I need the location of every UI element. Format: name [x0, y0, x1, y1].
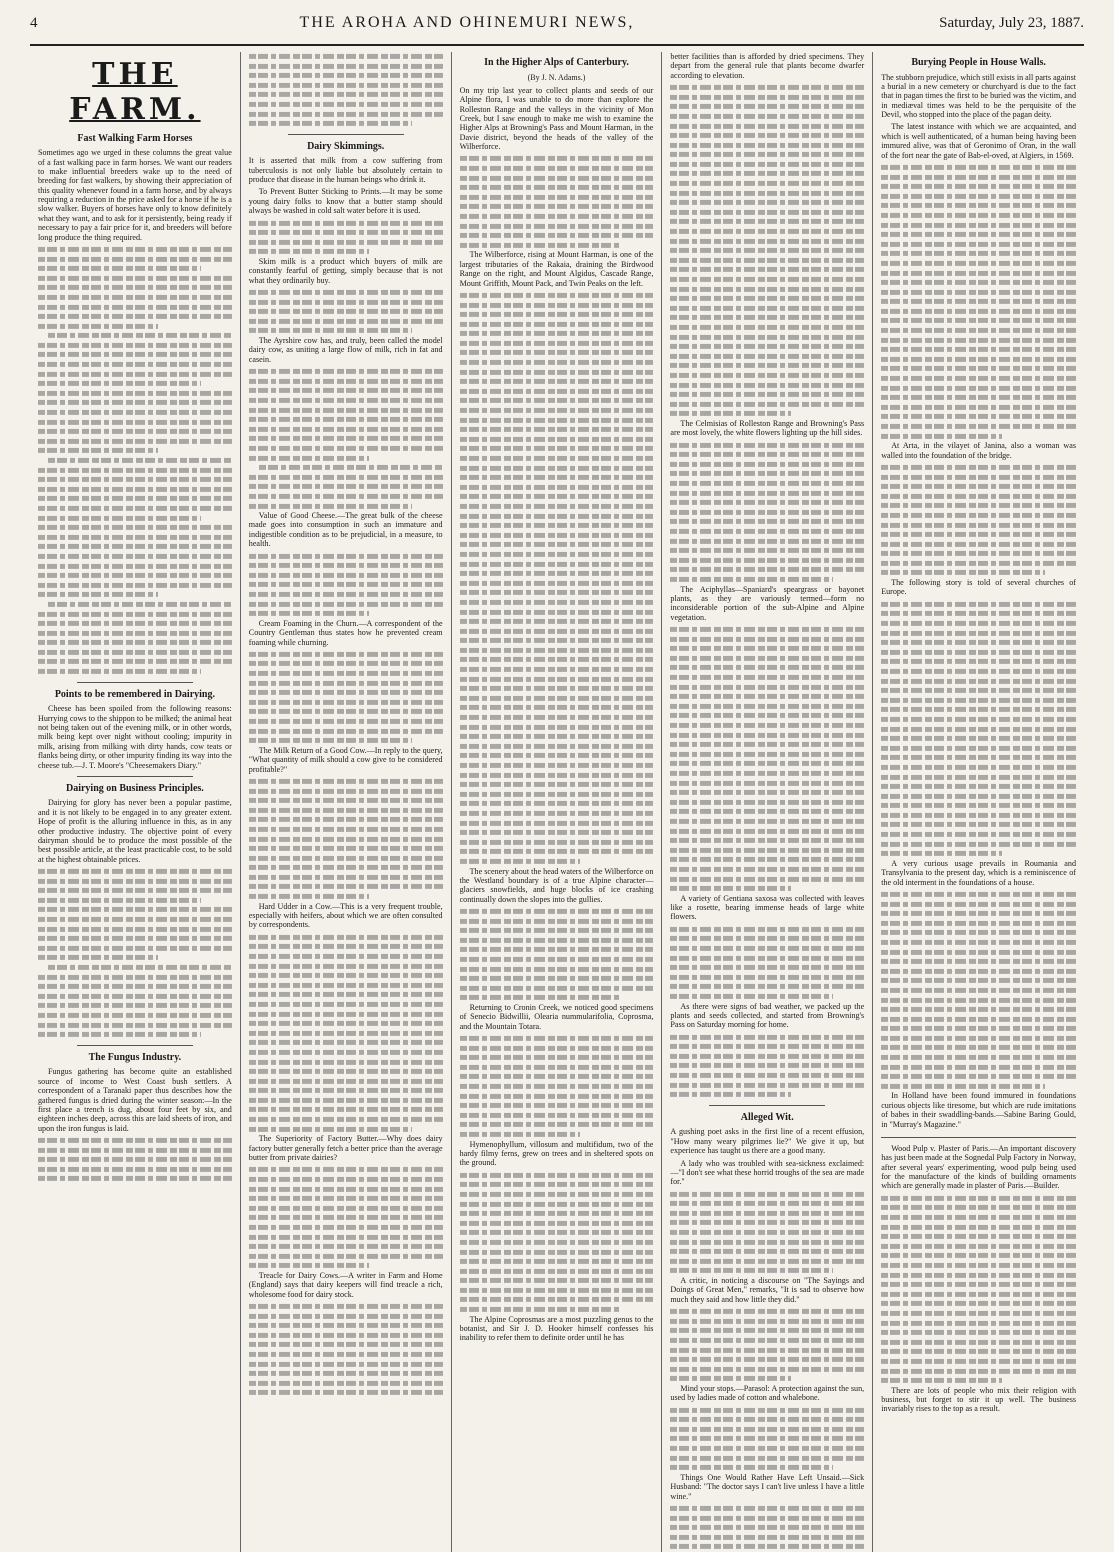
article-continuation	[670, 83, 864, 418]
article-paragraph: The Ayrshire cow has, and truly, been called the model dairy cow, as uniting a large flow of milk, rich in fat and casein.	[248, 336, 443, 364]
article-heading: Points to be remembered in Dairying.	[54, 688, 215, 700]
article-paragraph: Cheese has been spoiled from the following reasons: Hurrying cows to the shippon to be milked; the animal heat not being taken out of the evening milk, or in other words, milk being kept over night without cooling; impurity in milk, arising from milking with dirty hands, cow teats or flanks being dirty, or other impurity finding its way into the cheese tub.—J. T. Moore's "Cheesemakers Diary."	[38, 704, 232, 770]
article-columns	[30, 52, 1084, 1501]
article-paragraph: A very curious usage prevails in Roumania and Transylvania to the present day, which is a reminiscence of the old interment in the foundations of a house.	[881, 858, 1076, 887]
article-continuation	[249, 288, 443, 335]
article-paragraph: Cream Foaming in the Churn.—A correspondent of the Country Gentleman thus states how he prevented cream foaming while churning.	[248, 618, 443, 647]
article-paragraph: The Wilberforce, rising at Mount Harman, is one of the largest tributaries of the Rakaia, draining the Birdwood Range on the right, and Mount Algidus, Cascade Range, Mount Griffith, Mount Pack, and Twin Peaks on the left.	[459, 250, 654, 288]
article-paragraph: At Arta, in the vilayet of Janina, also a woman was walled into the foundation of the bridge.	[881, 441, 1076, 460]
article-paragraph: The Milk Return of a Good Cow.—In reply to the query, "What quantity of milk should a cow give to be considered profitable?"	[248, 745, 443, 774]
article-continuation	[670, 1033, 864, 1099]
article-continuation	[460, 1171, 654, 1314]
article-paragraph: better facilities than is afforded by dried specimens. They depart from the general rule that plants become dwarfer according to elevation.	[670, 52, 865, 80]
article-byline: (By J. N. Adams.)	[527, 72, 586, 82]
section-divider	[77, 776, 193, 777]
article-paragraph: Things One Would Rather Have Left Unsaid.—Sick Husband: "The doctor says I can't live unless I have a little wine."	[670, 1472, 865, 1501]
article-paragraph: Hymenophyllum, villosum and multifidum, two of the hardy filmy ferns, grew on trees and in sheltered spots on the ground.	[459, 1139, 654, 1168]
article-paragraph: The stubborn prejudice, which still exists in all parts against a burial in a new cemetery or churchyard is due to the fact that in pagan times the first to be buried was the victim, and in mediæval times was held to be the perquisite of the Devil, who stopped into the place of the pagan deity.	[881, 72, 1076, 120]
article-heading: Dairy Skimmings.	[307, 140, 385, 152]
article-heading: Alleged Wit.	[740, 1111, 794, 1123]
article-paragraph: There are lots of people who mix their religion with business, but forget to stir it up well. The business invariably rises to the top as a result.	[881, 1385, 1076, 1414]
section-divider	[709, 1105, 825, 1106]
article-continuation	[670, 441, 864, 584]
article-paragraph: Sometimes ago we urged in these columns the great value of a fast walking pace in farm horses. We want our readers to make influential breeders wake up to the need of breeding for fast walkers, by showing their appreciation of this quality whenever found in a farm horse, and by always requiring a reduction in the price asked for a horse if he is a slow walker. Buyers of horses have only to know definitely what they want, and to ask for it persistently, being ready if necessary to pay a fair price for it, and breeders will before long produce the thing required.	[38, 148, 232, 242]
article-continuation	[38, 1136, 232, 1183]
article-paragraph: Treacle for Dairy Cows.—A writer in Farm and Home (England) says that dairy keepers will find treacle a rich, wholesome food for dairy stock.	[248, 1270, 443, 1299]
article-heading: Fast Walking Farm Horses	[77, 132, 193, 144]
article-paragraph: It is asserted that milk from a cow suffering from tuberculosis is not only liable but absolutely certain to produce that disease in the human beings who drink it.	[248, 156, 443, 185]
article-continuation	[249, 367, 443, 510]
article-continuation	[670, 1504, 864, 1551]
article-paragraph: Fungus gathering has become quite an established source of income to West Coast bush settlers. A correspondent of a Taranaki paper thus describes how the gathered fungus is dried during the winter season:—In the first place a trench is dug, about four feet by six, and eighteen inches deep, across this are laid sheets of iron, and upon the iron fungus is laid.	[38, 1067, 232, 1133]
section-masthead: THE FARM.	[69, 57, 201, 127]
article-paragraph: A critic, in noticing a discourse on "The Sayings and Doings of Great Men," remarks, "It is sad to observe how much they said and how little they did."	[670, 1276, 865, 1304]
article-paragraph: The following story is told of several churches of Europe.	[881, 578, 1076, 597]
article-paragraph: A lady who was troubled with sea-sickness exclaimed:—"I don't see what these horrid troughs of the sea are made for."	[670, 1158, 865, 1187]
article-heading: Dairying on Business Principles.	[65, 782, 204, 794]
article-continuation	[460, 1034, 654, 1139]
column-4	[662, 52, 873, 1552]
article-continuation	[670, 625, 864, 893]
article-paragraph: The Aciphyllas—Spaniard's speargrass or bayonet plants, as they are variously termed—form no inconsiderable portion of the sub-Alpine and Alpine vegetation.	[670, 584, 865, 622]
article-paragraph: Wood Pulp v. Plaster of Paris.—An important discovery has just been made at the Sognedal Pulp Factory in Norway, after several years' experimenting, wood pulp being used for the manufacture of the kinds of building ornaments which are generally made in plaster of Paris.—Builder.	[881, 1143, 1076, 1191]
article-paragraph: In Holland have been found immured in foundations curious objects like tiresome, but which are rude imitations of babes in their swaddling-bands.—Sabine Baring Gould, in "Murray's Magazine."	[881, 1091, 1076, 1129]
article-continuation	[881, 163, 1076, 440]
article-continuation	[670, 1190, 864, 1275]
section-divider	[881, 1137, 1076, 1138]
article-continuation	[38, 867, 232, 1039]
article-paragraph: A gushing poet asks in the first line of a recent effusion, "How many weary pilgrimes lie?" We give it up, but experience has taught us there are a good many.	[670, 1127, 865, 1156]
article-paragraph: Returning to Cronin Creek, we noticed good specimens of Senecio Bidwillii, Olearia nummularifolia, Coprosma, and the Mountain Totara.	[459, 1002, 654, 1031]
article-paragraph: To Prevent Butter Sticking to Prints.—It may be some young dairy folks to know that a butter stamp should always be washed in cold salt water before it is used.	[248, 187, 443, 216]
article-paragraph: Mind your stops.—Parasol: A protection against the sun, used by ladies made of cotton and whalebone.	[670, 1383, 865, 1403]
issue-date: Saturday, July 23, 1887.	[939, 15, 1084, 31]
article-continuation	[249, 1165, 443, 1270]
article-paragraph: Hard Udder in a Cow.—This is a very frequent trouble, especially with heifers, about which we are often consulted by correspondents.	[248, 901, 443, 930]
article-paragraph: The Superiority of Factory Butter.—Why does dairy factory butter generally fetch a better price than the average butter from private dairies?	[248, 1134, 443, 1162]
article-paragraph: Dairying for glory has never been a popular pastime, and it is not likely to be engaged in to any greater extent. Hope of profit is the alluring influence in this, as in any other productive industry. The objective point of every dairyman should be to produce the most possible of the best possible article, at the least practicable cost, to be sold at the highest obtainable prices.	[38, 798, 232, 864]
article-paragraph: The latest instance with which we are acquainted, and which is well authenticated, of a human being having been immured alive, was that of Geronimo of Oran, in the wall of the fort near the gate of Bab-el-oved, at Algiers, in 1569.	[881, 122, 1076, 160]
article-paragraph: Skim milk is a product which buyers of milk are constantly fearful of getting, simply because that is not what they ordinarily buy.	[248, 256, 443, 285]
column-3	[452, 52, 663, 1552]
article-continuation	[460, 154, 654, 249]
article-continuation	[249, 552, 443, 618]
article-heading: In the Higher Alps of Canterbury.	[484, 57, 629, 68]
article-paragraph: On my trip last year to collect plants and seeds of our Alpine flora, I was unable to do more than explore the Rolleston Range and the valleys in the vicinity of Mon Creek, but I saw enough to make me wish to examine the Higher Alps at Browning's Pass and Mount Harman, in the Davie district, beyond the heads of the valley of the Wilberforce.	[459, 85, 654, 152]
article-paragraph: A variety of Gentiana saxosa was collected with leaves like a rosette, bearing immense heads of large white flowers.	[670, 893, 865, 922]
section-divider	[77, 682, 193, 683]
article-continuation	[881, 463, 1076, 577]
page-number: 4	[30, 15, 38, 31]
article-heading: The Fungus Industry.	[88, 1051, 182, 1063]
article-continuation	[38, 245, 232, 676]
article-continuation	[249, 1302, 443, 1397]
article-paragraph: The scenery about the head waters of the Wilberforce on the Westland boundary is of a true Alpine character—glaciers snowfields, and huge blocks of ice crashing continually down the slopes into the gullies.	[459, 866, 654, 904]
article-continuation	[249, 52, 443, 128]
column-5	[873, 52, 1084, 1552]
article-continuation	[670, 1406, 864, 1472]
article-heading: Burying People in House Walls.	[911, 57, 1046, 68]
article-continuation	[881, 890, 1076, 1090]
section-divider	[288, 134, 404, 135]
article-continuation	[249, 650, 443, 745]
article-continuation	[249, 933, 443, 1133]
article-continuation	[460, 907, 654, 1002]
article-paragraph: Value of Good Cheese.—The great bulk of the cheese made goes into consumption in such an immature and indigestible condition as to be prejudicial, in a measure, to health.	[248, 511, 443, 549]
article-continuation	[670, 1307, 864, 1383]
paper-title: THE AROHA AND OHINEMURI NEWS,	[299, 14, 635, 31]
article-paragraph: The Alpine Coprosmas are a most puzzling genus to the botanist, and Sir J. D. Hooker himself confesses his inability to refer them to definite order until he has	[459, 1314, 654, 1343]
page-header	[30, 14, 1084, 40]
article-paragraph: As there were signs of bad weather, we packed up the plants and seeds collected, and started from Browning's Pass on Saturday morning for home.	[670, 1001, 865, 1030]
article-continuation	[881, 1194, 1076, 1385]
article-continuation	[460, 291, 654, 866]
section-divider	[77, 1045, 193, 1046]
column-2	[241, 52, 452, 1552]
article-paragraph: The Celmisias of Rolleston Range and Browning's Pass are most lovely, the white flowers lighting up the hill sides.	[670, 418, 865, 438]
column-1	[30, 52, 241, 1552]
header-rule	[30, 44, 1084, 46]
article-continuation	[249, 777, 443, 901]
article-continuation	[249, 219, 443, 256]
article-continuation	[881, 600, 1076, 858]
article-continuation	[670, 925, 864, 1001]
